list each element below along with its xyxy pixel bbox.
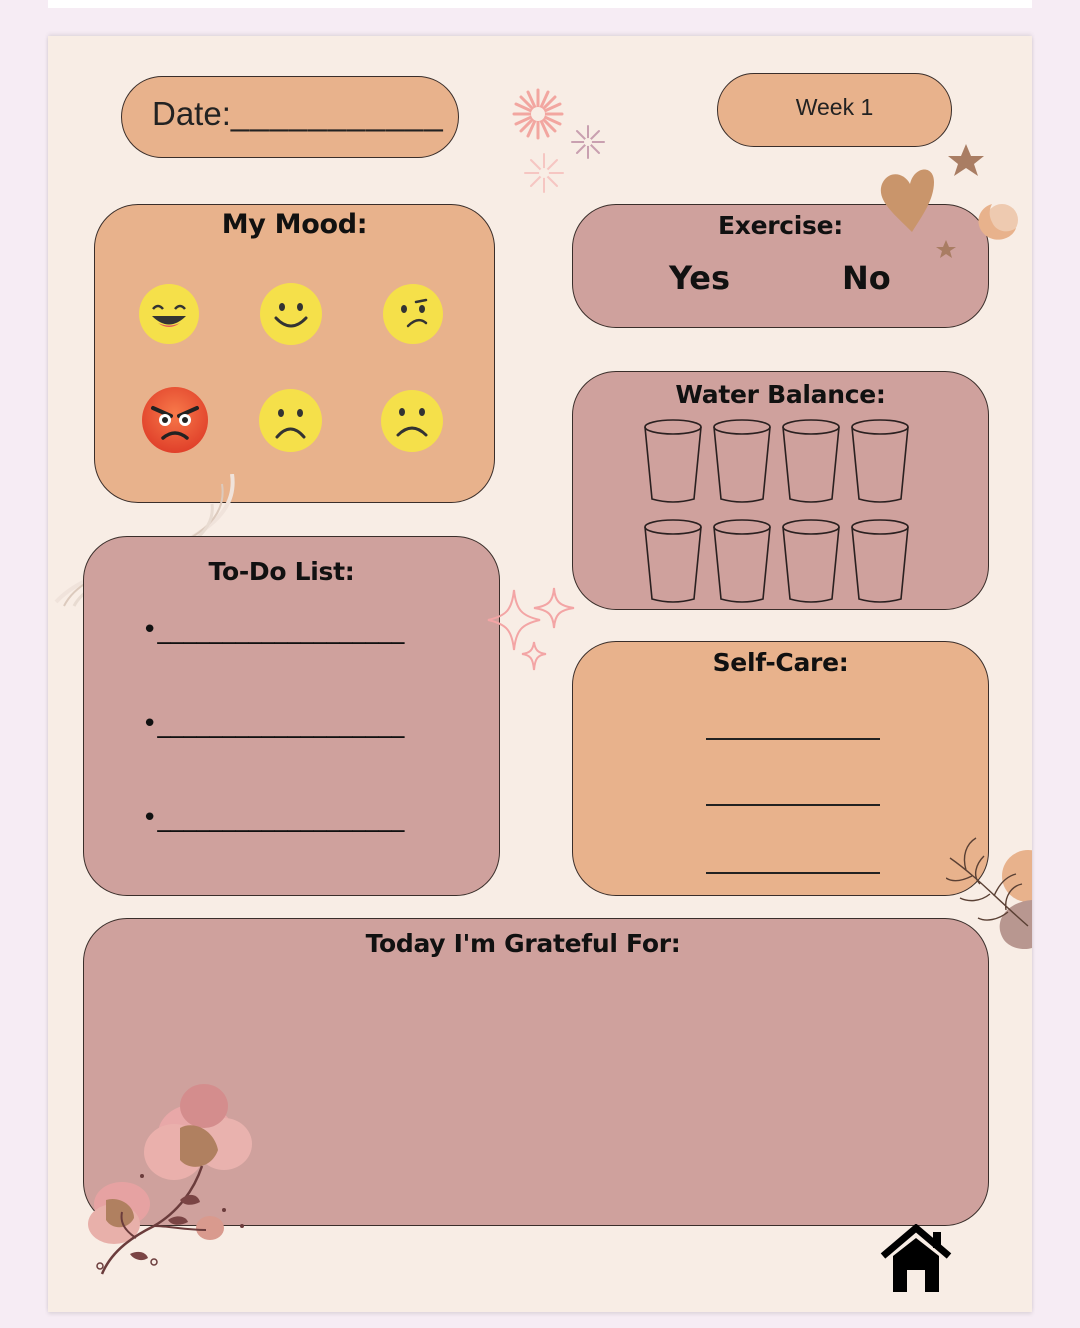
mood-title: My Mood: [221, 209, 368, 240]
todo-item[interactable]: •___________________ [142, 803, 405, 833]
angry-face-icon[interactable] [141, 386, 209, 454]
self-care-title: Self-Care: [712, 648, 849, 677]
water-title: Water Balance: [675, 380, 886, 409]
confused-face-icon[interactable] [382, 283, 444, 345]
self-care-line[interactable] [706, 872, 880, 874]
flower-bouquet-decoration [84, 1080, 274, 1276]
grateful-title: Today I'm Grateful For: [365, 929, 681, 958]
water-glass-icon[interactable] [642, 517, 704, 605]
water-glass-icon[interactable] [849, 517, 911, 605]
flower-cluster-icon [506, 84, 616, 199]
week-label: Week 1 [795, 94, 874, 120]
mood-panel [94, 204, 495, 503]
frowning-face-icon[interactable] [258, 388, 323, 453]
water-glass-icon[interactable] [849, 417, 911, 505]
water-glass-icon[interactable] [642, 417, 704, 505]
todo-title: To-Do List: [208, 557, 355, 586]
self-care-line[interactable] [706, 738, 880, 740]
exercise-title: Exercise: [717, 211, 843, 240]
grinning-face-icon[interactable] [138, 283, 200, 345]
frowning-face-icon[interactable] [380, 389, 444, 453]
water-glass-icon[interactable] [711, 417, 773, 505]
home-icon[interactable] [879, 1224, 953, 1294]
todo-item[interactable]: •___________________ [142, 709, 405, 739]
todo-panel [83, 536, 500, 896]
sparkle-icon [484, 584, 580, 676]
self-care-line[interactable] [706, 804, 880, 806]
date-field[interactable] [121, 76, 459, 158]
top-band [48, 0, 1032, 8]
smiling-face-icon[interactable] [259, 282, 323, 346]
planner-page [48, 36, 1032, 1312]
todo-item[interactable]: •___________________ [142, 615, 405, 645]
self-care-panel [572, 641, 989, 896]
water-glass-icon[interactable] [780, 417, 842, 505]
exercise-yes-option[interactable]: Yes [669, 259, 730, 297]
heart-star-moon-icon [874, 136, 1024, 266]
water-glass-icon[interactable] [780, 517, 842, 605]
date-label: Date:___________ [152, 95, 444, 132]
exercise-no-option[interactable]: No [842, 259, 891, 297]
water-glass-icon[interactable] [711, 517, 773, 605]
